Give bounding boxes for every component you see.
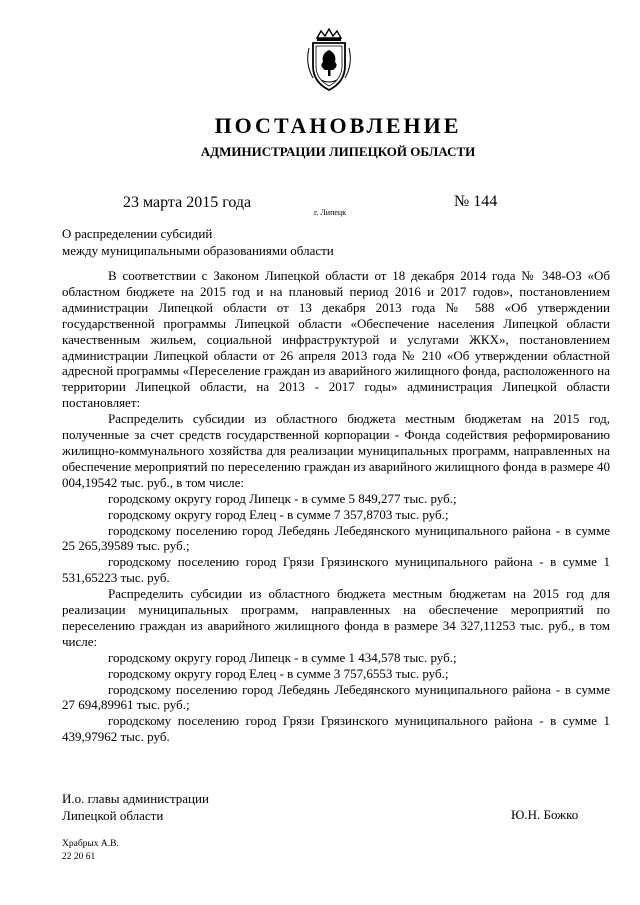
list-item: городскому округу город Елец - в сумме 7 357,8703 тыс. руб.; xyxy=(108,506,449,522)
executor-name: Храбрых А.В. xyxy=(62,839,119,849)
subject-line: между муниципальными образованиями области xyxy=(62,243,334,258)
document-subject xyxy=(62,225,334,259)
signatory-position xyxy=(62,790,209,824)
subject-line: О распределении субсидий xyxy=(62,226,213,241)
signatory-name: Ю.Н. Божко xyxy=(511,807,579,822)
list-item: городскому поселению город Лебедянь Лебедянского муниципального района - в сумме 25 265,39589 тыс. руб.; xyxy=(62,522,610,554)
list-item: городскому поселению город Грязи Грязинского муниципального района - в сумме 1 531,65223 тыс. руб. xyxy=(62,554,610,586)
document-date: 23 марта 2015 года xyxy=(123,194,252,211)
position-line: И.о. главы администрации xyxy=(62,791,209,806)
document-city: г. Липецк xyxy=(314,208,347,217)
issuer-name: АДМИНИСТРАЦИИ ЛИПЕЦКОЙ ОБЛАСТИ xyxy=(200,144,476,159)
coat-of-arms-icon xyxy=(303,28,355,94)
paragraph-clause-2: Распределить субсидии из областного бюджета местным бюджетам на 2015 год для реализации муниципальных программ, направленных на обеспечение мероприятий по переселению граждан из аварийного жилищного фонда в размере 34 327,11253 тыс. руб., в том числе: xyxy=(62,586,610,649)
list-item: городскому округу город Липецк - в сумме 1 434,578 тыс. руб.; xyxy=(108,649,457,665)
executor-info xyxy=(62,838,119,864)
paragraph-preamble: В соответствии с Законом Липецкой области от 18 декабря 2014 года № 348-ОЗ «Об областном бюджете на 2015 год и на плановый период 2016 и 2017 годов», постановлением администрации Липецкой области от 13 декабря 2013 года № 588 «Об утверждении государственной программы Липецкой области «Обеспечение населения Липецкой области качественным жильем, социальной инфраструктурой и услугами ЖКХ», постановлением администрации Липецкой области от 26 апреля 2013 года № 210 «Об утверждении областной адресной программы «Переселение граждан из аварийного жилищного фонда, расположенного на территории Липецкой области, на 2013 - 2017 годы» администрация Липецкой области постановляет: xyxy=(62,268,610,411)
document-body xyxy=(62,268,610,745)
list-item: городскому поселению город Лебедянь Лебедянского муниципального района - в сумме 27 694,89961 тыс. руб.; xyxy=(62,681,610,713)
paragraph-clause-1: Распределить субсидии из областного бюджета местным бюджетам на 2015 год, полученные за счет средств государственной корпорации - Фонда содействия реформированию жилищно-коммунального хозяйства для реализации муниципальных программ, направленных на обеспечение мероприятий по переселению граждан из аварийного жилищного фонда в размере 40 004,19542 тыс. руб., в том числе: xyxy=(62,411,610,490)
document-number: № 144 xyxy=(454,193,498,210)
position-line: Липецкой области xyxy=(62,808,164,823)
executor-phone: 22 20 61 xyxy=(62,852,96,862)
list-item: городскому округу город Елец - в сумме 3 757,6553 тыс. руб.; xyxy=(108,665,449,681)
document-title: ПОСТАНОВЛЕНИЕ xyxy=(214,113,462,138)
list-item: городскому поселению город Грязи Грязинского муниципального района - в сумме 1 439,97962 тыс. руб. xyxy=(62,713,610,745)
list-item: городскому округу город Липецк - в сумме 5 849,277 тыс. руб.; xyxy=(108,490,457,506)
